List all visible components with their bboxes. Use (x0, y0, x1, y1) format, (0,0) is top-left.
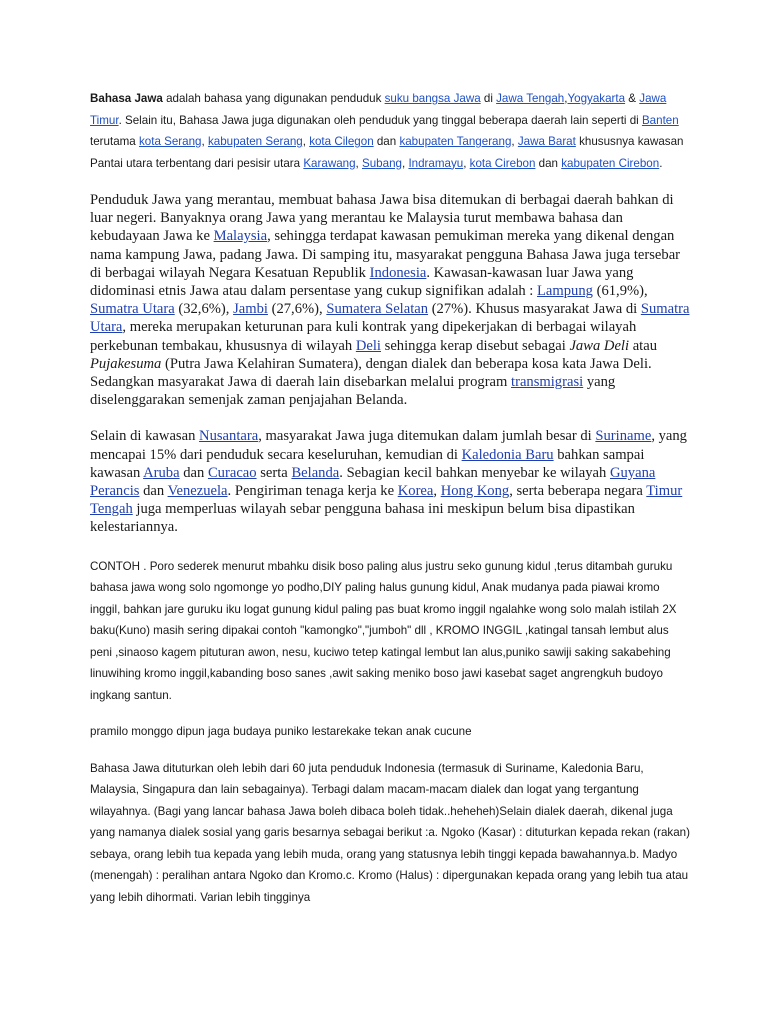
link-belanda[interactable]: Belanda (291, 464, 340, 481)
link-hong-kong[interactable]: Hong Kong (440, 483, 510, 500)
term-pujakesuma: Pujakesuma (90, 355, 162, 372)
text: (32,6%), (174, 301, 234, 318)
link-jawa-tengah[interactable]: Jawa Tengah (496, 92, 565, 105)
link-jawa-timur[interactable]: Jawa Timur (90, 92, 667, 127)
link-aruba[interactable]: Aruba (143, 464, 180, 481)
link-guyana-perancis[interactable]: Guyana Perancis (90, 464, 656, 500)
text: dan (179, 464, 208, 481)
text: . (659, 156, 663, 170)
link-suku-bangsa-jawa[interactable]: suku bangsa Jawa (384, 92, 481, 105)
paragraph-perantau (90, 191, 690, 409)
text: . Kawasan-kawasan luar Jawa yang didominasi etnis Jawa atau dalam persentase yang cukup signifikan adalah : (90, 264, 634, 300)
link-karawang[interactable]: Karawang (303, 156, 356, 170)
text: & (625, 92, 640, 105)
paragraph-dialek: Bahasa Jawa dituturkan oleh lebih dari 60 juta penduduk Indonesia (termasuk di Suriname, Kaledonia Baru, Malaysia, Singapura dan lain sebagainya). Terbagi dalam macam-macam dialek dan logat yang tergantung wilayahnya. (Bagi yang lancar bahasa Jawa boleh dibaca boleh tidak..heheheh)Selain dialek daerah, dikenal juga yang namanya dialek sosial yang garis besarnya sebagai berikut :a. Ngoko (Kasar) : dituturkan kepada rekan (rakan) sebaya, orang lebih tua kepada yang lebih muda, orang yang statusnya lebih tinggi kepada bawahannya.b. Madyo (menengah) : peralihan antara Ngoko dan Kromo.c. Kromo (Halus) : dipergunakan kepada orang yang lebih tua atau yang lebih dihormati. Varian lebih tingginya (90, 761, 690, 904)
link-kabupaten-cirebon[interactable]: kabupaten Cirebon (561, 156, 660, 170)
text: (27,6%), (267, 301, 327, 318)
paragraph-pramilo: pramilo monggo dipun jaga budaya puniko lestarekake tekan anak cucune (90, 725, 472, 739)
link-curacao[interactable]: Curacao (207, 464, 257, 481)
term-bahasa-jawa: Bahasa Jawa (90, 92, 163, 105)
text: dan (535, 156, 562, 170)
text: khususnya kawasan Pantai utara terbentang dari pesisir utara (90, 135, 684, 170)
link-nusantara[interactable]: Nusantara (199, 428, 259, 445)
link-jambi[interactable]: Jambi (233, 301, 268, 318)
link-kaledonia-baru[interactable]: Kaledonia Baru (461, 446, 554, 463)
paragraph-contoh: CONTOH . Poro sederek menurut mbahku disik boso paling alus justru seko gunung kidul ,terus ditambah guruku bahasa jawa wong solo ngomonge yo podho,DIY paling halus gunung kidul, Anak mudanya pada piawai kromo inggil, bahkan jare guruku iku logat gunung kidul paling pas buat kromo inggil ngalahke wong solo malah istilah 2X baku(Kuno) masih sering dipakai contoh "kamongko","jumboh" dll , KROMO INGGIL ,katingal tansah lembut alus peni ,sinaoso kagem pituturan awon, nesu, kuciwo tetep katingal lembut lan alus,puniko sawiji saking sakabehing linuwihing kromo inggil,kabanding boso sanes ,awit saking meniko boso jawi kasebat saget angrengkuh budoyo ingkang santun. (90, 559, 677, 702)
link-venezuela[interactable]: Venezuela (167, 483, 228, 500)
text: terutama (90, 135, 139, 148)
text: (Putra Jawa Kelahiran Sumatera), dengan dialek dan beberapa kosa kata Jawa Deli. Sedangkan masyarakat Jawa di daerah lain disebarkan melalui program (90, 355, 652, 391)
text: . Selain itu, Bahasa Jawa juga digunakan oleh penduduk yang tinggal beberapa daerah lain seperti di (118, 113, 642, 127)
text: , serta beberapa negara (509, 483, 647, 500)
link-suriname[interactable]: Suriname (595, 428, 652, 445)
paragraph-intro (90, 88, 690, 174)
link-sumatra-utara-2[interactable]: Sumatra Utara (90, 301, 690, 336)
text: , (302, 135, 310, 148)
text: bahkan sampai kawasan (90, 446, 645, 481)
link-sumatera-selatan[interactable]: Sumatera Selatan (326, 301, 429, 318)
link-lampung[interactable]: Lampung (537, 283, 593, 300)
paragraph-luar-negeri (90, 427, 690, 536)
text: serta (256, 464, 292, 481)
link-kota-serang[interactable]: kota Serang (138, 135, 202, 148)
text: , (564, 92, 568, 105)
link-banten[interactable]: Banten (641, 113, 679, 127)
link-jawa-barat[interactable]: Jawa Barat (517, 135, 576, 148)
link-kabupaten-tangerang[interactable]: kabupaten Tangerang (399, 135, 512, 148)
text: atau (629, 337, 658, 354)
text: , (433, 483, 441, 500)
text: (61,9%), (592, 283, 648, 300)
link-kabupaten-serang[interactable]: kabupaten Serang (207, 135, 303, 148)
text: di (480, 92, 497, 105)
link-yogyakarta[interactable]: Yogyakarta (567, 92, 626, 105)
link-sumatra-utara[interactable]: Sumatra Utara (90, 301, 175, 318)
text: Selain di kawasan (90, 428, 200, 445)
link-indonesia[interactable]: Indonesia (369, 264, 427, 281)
link-kota-cilegon[interactable]: kota Cilegon (309, 135, 374, 148)
link-malaysia[interactable]: Malaysia (213, 228, 268, 245)
text: juga memperluas wilayah sebar pengguna bahasa ini meskipun belum bisa dipastikan kelestariannya. (90, 501, 635, 536)
link-transmigrasi[interactable]: transmigrasi (511, 374, 584, 391)
text: sehingga kerap disebut sebagai (381, 337, 570, 354)
link-subang[interactable]: Subang (362, 156, 402, 170)
text: . Sebagian kecil bahkan menyebar ke wilayah (339, 464, 610, 481)
text: . Pengiriman tenaga kerja ke (227, 483, 398, 500)
term-jawa-deli: Jawa Deli (569, 337, 630, 354)
link-deli[interactable]: Deli (355, 337, 381, 354)
text: Penduduk Jawa yang merantau, membuat bahasa Jawa bisa ditemukan di berbagai daerah bahkan di luar negeri. Banyaknya orang Jawa yang merantau ke Malaysia turut membawa bahasa dan kebudayaan Jawa ke (90, 192, 674, 245)
text: , (463, 156, 470, 170)
link-indramayu[interactable]: Indramayu (408, 156, 464, 170)
text: (27%). Khusus masyarakat Jawa di (428, 301, 641, 318)
text: yang diselenggarakan semenjak zaman penjajahan Belanda. (90, 374, 616, 409)
text: , (511, 135, 518, 148)
text: dan (373, 135, 400, 148)
text: dan (139, 483, 168, 500)
text: adalah bahasa yang digunakan penduduk (162, 92, 385, 105)
text: , masyarakat Jawa juga ditemukan dalam jumlah besar di (258, 428, 596, 445)
text: , yang mencapai 15% dari penduduk secara keseluruhan, kemudian di (90, 428, 687, 463)
link-korea[interactable]: Korea (397, 483, 434, 500)
text: , mereka merupakan keturunan para kuli kontrak yang dipekerjakan di berbagai wilayah perkebunan tembakau, khususnya di wilayah (90, 319, 637, 354)
text: , sehingga terdapat kawasan pemukiman mereka yang dikenal dengan nama kampung Jawa, padang Jawa. Di samping itu, masyarakat pengguna Bahasa Jawa juga tersebar di berbagai wilayah Negara Kesatuan Republik (90, 228, 681, 281)
text: , (201, 135, 208, 148)
text: , (401, 156, 409, 170)
link-kota-cirebon[interactable]: kota Cirebon (469, 156, 536, 170)
link-timur-tengah[interactable]: Timur Tengah (90, 483, 683, 518)
text: , (355, 156, 362, 170)
document-page (90, 88, 690, 908)
